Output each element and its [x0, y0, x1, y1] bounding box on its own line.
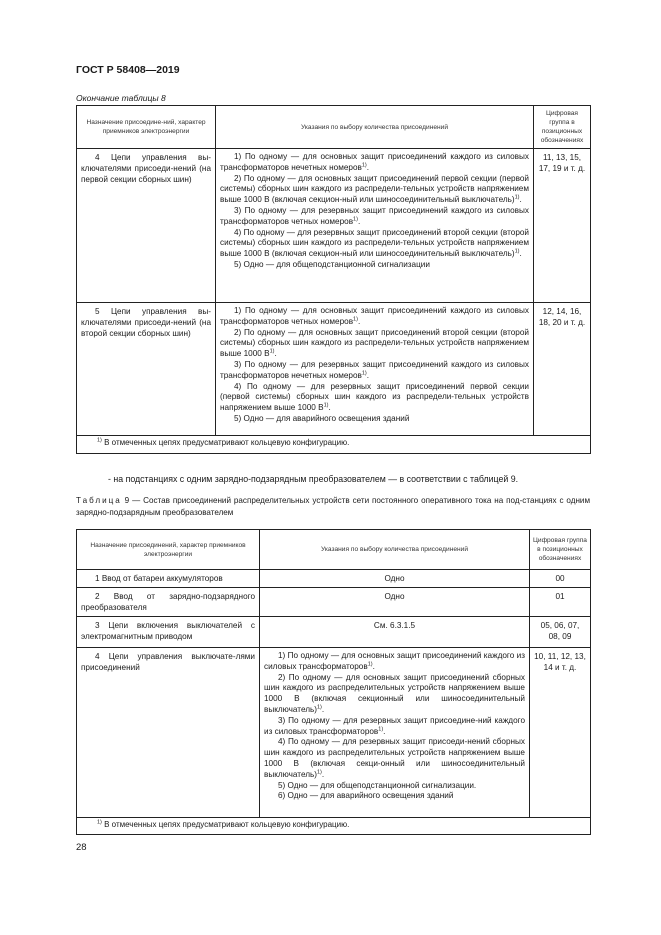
table9-row2-group: 01 — [530, 588, 591, 617]
table9-row1-purpose: 1 Ввод от батареи аккумуляторов — [77, 570, 260, 588]
table8-row4-purpose: 4 Цепи управления вы-ключателями присоеди-нений (на первой секции сборных шин) — [77, 149, 216, 303]
table9-row3-purpose: 3 Цепи включения выключателей с электромагнитным приводом — [77, 617, 260, 648]
table-row — [77, 149, 591, 303]
table9-row1-instructions: Одно — [260, 570, 530, 588]
table9-header-instructions: Указания по выбору количества присоединений — [260, 530, 530, 570]
table-row — [77, 617, 591, 648]
table9-row3-instructions: См. 6.3.1.5 — [260, 617, 530, 648]
table9-row4-group: 10, 11, 12, 13, 14 и т. д. — [530, 648, 591, 818]
table9-row2-purpose: 2 Ввод от зарядно-подзарядного преобразователя — [77, 588, 260, 617]
table-9 — [76, 529, 591, 835]
table8-header-group: Цифровая группа в позиционных обозначениях — [534, 106, 591, 149]
table9-row2-instructions: Одно — [260, 588, 530, 617]
table8-row5-instructions: 1) По одному — для основных защит присоединений каждого из силовых трансформаторов четных номеров$^{1)}$. 2) По одному — для основных защит присоединений второй секции (второй системы) сборных шин каждого из распредели-тельных устройств напряжением выше 1000 $В^{1)}$. 3) По одному — для резервных защит присоединений каждого из силовых трансформаторов нечетных номеров$^{1)}$. 4) По одному — для резервных защит присоединений первой секции (первой системы) сборных шин каждого из распредели-тельных устройств напряжением выше 1000 $В^{1)}$. 5) Одно — для аварийного освещения зданий — [216, 303, 534, 436]
table9-row4-purpose: 4 Цепи управления выключате-лями присоединений — [77, 648, 260, 818]
table9-header-purpose: Назначение присоединений, характер приемников электроэнергии — [77, 530, 260, 570]
table8-row4-group: 11, 13, 15, 17, 19 и т. д. — [534, 149, 591, 303]
table9-header-group: Цифровая группа в позиционных обозначениях — [530, 530, 591, 570]
table8-header-instructions: Указания по выбору количества присоединений — [216, 106, 534, 149]
table-8 — [76, 105, 591, 454]
table-row — [77, 570, 591, 588]
table-row — [77, 588, 591, 617]
table8-header-purpose: Назначение присоедине-ний, характер приемников электроэнергии — [77, 106, 216, 149]
table9-caption: Таблица 9 — Состав присоединений распределительных устройств сети постоянного оперативного тока на под-станциях с одним зарядно-подзарядным преобразователем — [76, 496, 591, 517]
table-row — [77, 303, 591, 436]
table9-footnote: $^{1)}$ В отмеченных цепях предусматривают кольцевую конфигурацию. — [77, 818, 591, 835]
table8-row5-purpose: 5 Цепи управления вы-ключателями присоеди-нений (на второй секции сборных шин) — [77, 303, 216, 436]
page-number: 28 — [76, 842, 87, 853]
body-paragraph: - на подстанциях с одним зарядно-подзарядным преобразователем — в соответствии с таблицей 9. — [108, 474, 519, 484]
document-header: ГОСТ Р 58408—2019 — [76, 64, 180, 76]
table8-footnote: $^{1)}$ В отмеченных цепях предусматривают кольцевую конфигурацию. — [77, 436, 591, 454]
table8-row4-instructions: 1) По одному — для основных защит присоединений каждого из силовых трансформаторов нечетных номеров$^{1)}$. 2) По одному — для основных защит присоединений первой секции (первой системы) сборных шин каждого из распредели-тельных устройств напряжением выше 1000 В (включая секцион-ный или шиносоединительный выключатель)$^{1)}$. 3) По одному — для резервных защит присоединений каждого из силовых трансформаторов четных номеров$^{1)}$. 4) По одному — для резервных защит присоединений второй секции (второй системы) сборных шин каждого из распредели-тельных устройств напряжением выше 1000 В (включая секцион-ный или шиносоединительный выключатель)$^{1)}$. 5) Одно — для общеподстанционной сигнализации — [216, 149, 534, 303]
table9-row4-instructions: 1) По одному — для основных защит присоединений каждого из силовых трансформаторов$^{1)}$. 2) По одному — для основных защит присоединений сборных шин каждого из распределительных устройств напряжением выше 1000 В (включая секционный или шиносоединительный выключатель)$^{1)}$. 3) По одному — для резервных защит присоедине-ний каждого из силовых трансформаторов$^{1)}$. 4) По одному — для резервных защит присоеди-нений сборных шин каждого из распределительных устройств напряжением выше 1000 В (включая секци-онный или шиносоединительный выключатель)$^{1)}$. 5) Одно — для общеподстанционной сигнализации. 6) Одно — для аварийного освещения зданий — [260, 648, 530, 818]
table8-row5-group: 12, 14, 16, 18, 20 и т. д. — [534, 303, 591, 436]
table8-caption: Окончание таблицы 8 — [76, 93, 166, 103]
table9-row3-group: 05, 06, 07, 08, 09 — [530, 617, 591, 648]
table-row — [77, 648, 591, 818]
table9-row1-group: 00 — [530, 570, 591, 588]
